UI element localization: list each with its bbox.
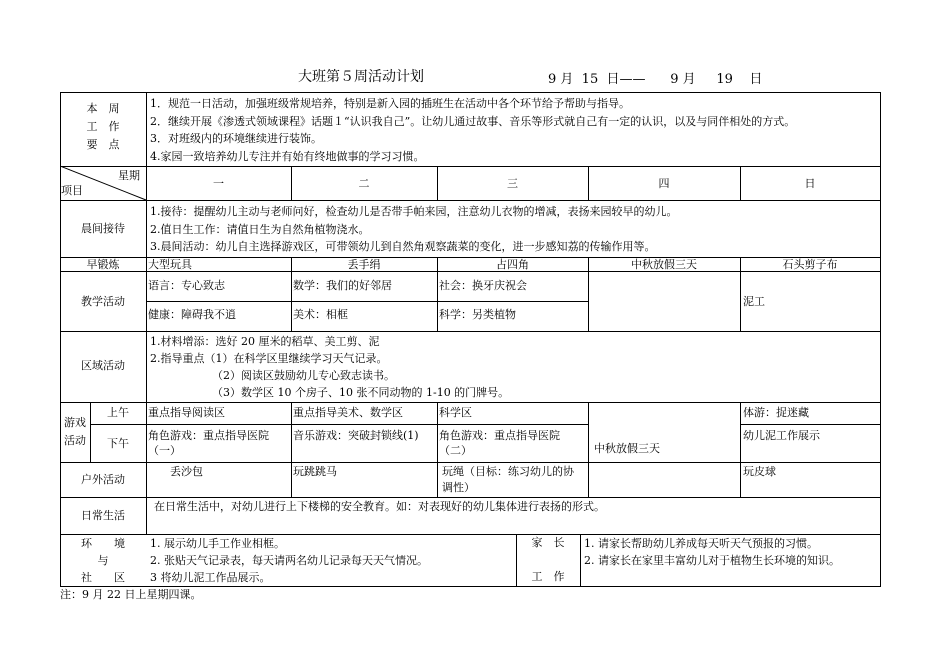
exercise-label: 早锻炼: [86, 258, 120, 271]
teaching-wed-2: 科学：另类植物: [439, 308, 516, 321]
game-am-wed: 科学区: [439, 406, 472, 419]
day-header-4: 四: [658, 177, 670, 190]
teaching-label: 教学活动: [81, 295, 125, 308]
day-header-1: 一: [213, 177, 224, 190]
morning-label: 晨间接待: [81, 222, 125, 235]
area-items: 1.材料增添：选好 20 厘米的稻草、美工剪、泥 2.指导重点（1）在科学区里继续学习天气记录。 （2）阅读区鼓励幼儿专心致志读书。 （3）数学区 10 个房子、10 张不同动物的 1-10 的门牌号。: [150, 335, 510, 399]
game-pm-tue: 音乐游戏：突破封锁线(1): [293, 429, 419, 442]
teaching-mon-1: 语言：专心致志: [148, 279, 225, 292]
day-header-5: 日: [804, 177, 816, 190]
game-pm-label: 下午: [107, 437, 129, 450]
exercise-wed: 占四角: [496, 258, 529, 271]
parent-label-top: 家 长: [531, 536, 565, 549]
outdoor-label: 户外活动: [81, 473, 125, 486]
focus-items: 1．规范一日活动，加强班级常规培养，特别是新入园的插班生在活动中各个环节给予帮助与指导。 2．继续开展《渗透式领域课程》话题１“认识我自己”。让幼儿通过故事、音乐等形式就自己有一定的认识，以及与同伴相处的方式。 3．对班级内的环境继续进行装饰。 4.家园一致培养幼儿专注并有始有终地做事的学习习惯。: [150, 97, 796, 163]
exercise-fri: 石头剪子布: [782, 258, 838, 271]
day-header-3: 三: [507, 177, 518, 190]
focus-label: 本 周 工 作 要 点: [86, 102, 120, 151]
game-am-mon: 重点指导阅读区: [148, 406, 225, 419]
game-thu: 中秋放假三天: [594, 442, 660, 455]
corner-label-item: 项目: [61, 184, 83, 197]
outdoor-tue: 玩跳跳马: [293, 465, 337, 478]
exercise-thu: 中秋放假三天: [631, 258, 697, 271]
daily-text: 在日常生活中，对幼儿进行上下楼梯的安全教育。如：对表现好的幼儿集体进行表扬的形式。: [154, 500, 605, 513]
date-range: 9 月 15 日—— 9 月 19 日: [548, 72, 763, 87]
corner-label-weekday: 星期: [118, 169, 140, 182]
exercise-mon: 大型玩具: [148, 258, 192, 271]
daily-label: 日常生活: [81, 509, 125, 522]
teaching-tue-2: 美术：相框: [293, 308, 348, 321]
parent-items: 1. 请家长帮助幼儿养成每天听天气预报的习惯。 2. 请家长在家里丰富幼儿对于植物生长环境的知识。: [584, 537, 840, 567]
game-pm-mon: 角色游戏：重点指导医院（一）: [148, 429, 269, 457]
env-label: 环 境 与 社 区: [81, 537, 125, 584]
game-am-tue: 重点指导美术、数学区: [293, 406, 403, 419]
game-label: 游戏 活动: [64, 416, 86, 447]
game-am-fri: 体游：捉迷藏: [743, 406, 809, 419]
teaching-tue-1: 数学：我们的好邻居: [293, 279, 392, 292]
game-pm-fri: 幼儿泥工作展示: [743, 429, 820, 442]
game-pm-wed: 角色游戏：重点指导医院（二）: [439, 429, 560, 457]
teaching-fri: 泥工: [743, 295, 765, 308]
teaching-wed-1: 社会：换牙庆祝会: [439, 279, 527, 292]
teaching-mon-2: 健康：障碍我不逍: [148, 308, 236, 321]
footnote: 注：9 月 22 日上星期四课。: [60, 588, 202, 601]
area-label: 区域活动: [81, 359, 125, 372]
day-header-2: 二: [358, 177, 370, 190]
page-title: 大班第５周活动计划: [298, 69, 424, 85]
outdoor-fri: 玩皮球: [743, 465, 776, 478]
outdoor-mon: 丢沙包: [170, 465, 203, 478]
env-items: 1. 展示幼儿手工作业相框。 2. 张贴天气记录表，每天请两名幼儿记录每天天气情况。 3 将幼儿泥工作品展示。: [150, 537, 428, 584]
outdoor-wed: 玩绳（目标：练习幼儿的协调性）: [442, 465, 574, 494]
exercise-tue: 丢手绢: [347, 258, 381, 271]
parent-label-bottom: 工 作: [531, 570, 565, 583]
game-am-label: 上午: [107, 406, 129, 419]
morning-items: 1.接待：提醒幼儿主动与老师问好，检查幼儿是否带手帕来园，注意幼儿衣物的增减，表扬来园较早的幼儿。 2.值日生工作：请值日生为自然角植物浇水。 3.晨间活动：幼儿自主选择游戏区，可带领幼儿到自然角观察蔬菜的变化，进一步感知荔的传输作用等。: [150, 205, 678, 253]
